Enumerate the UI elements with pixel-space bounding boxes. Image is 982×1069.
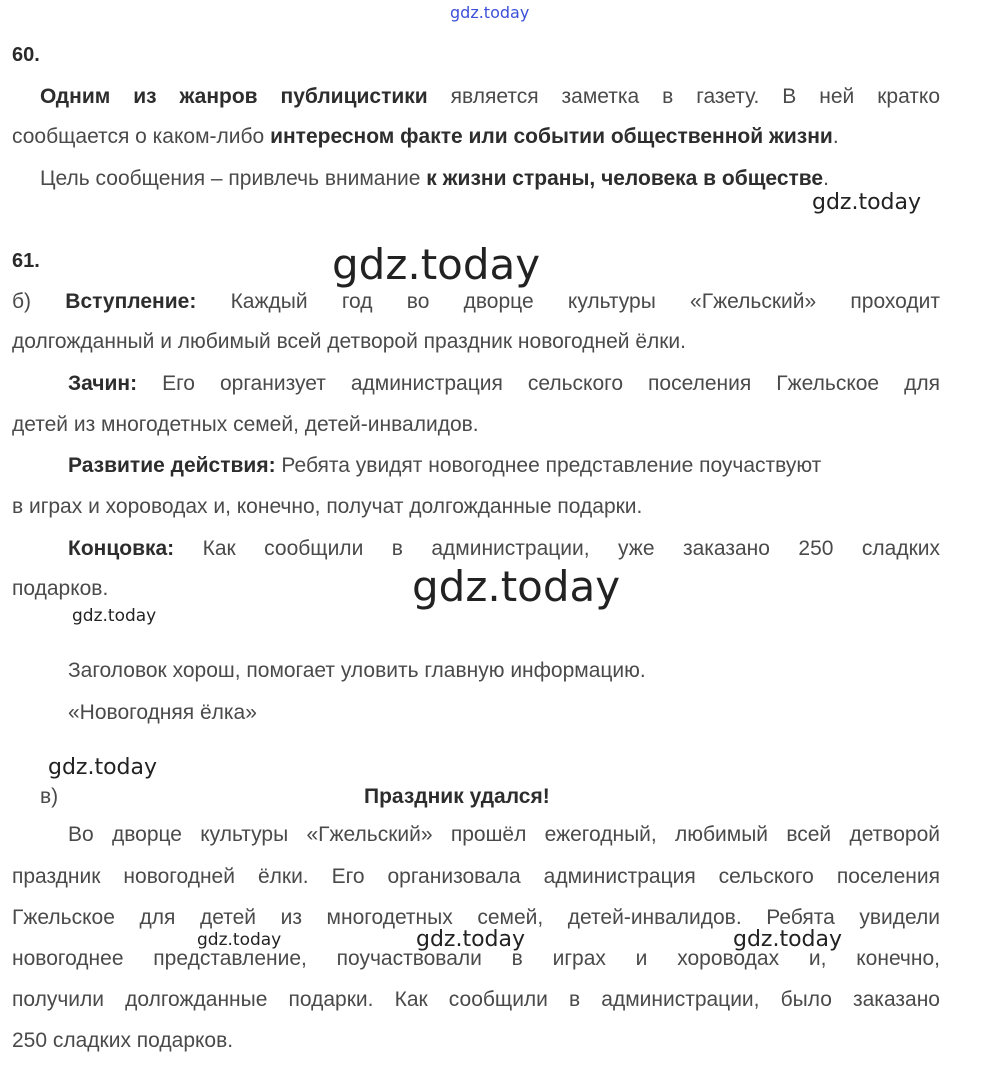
start-text: Его организует администрация сельского поселения Гжельское для [137, 372, 940, 395]
intro-line-2: долгожданный и любимый всей детворой праздник новогодней ёлки. [12, 330, 686, 353]
ex60-text-2: сообщается о каком-либо [12, 125, 271, 148]
article-title: Праздник удался! [364, 785, 550, 808]
watermark-6: gdz.today [197, 930, 282, 950]
exercise-number-60: 60. [12, 44, 40, 66]
b-prefix: б) [12, 290, 66, 313]
article-line-5: получили долгожданные подарки. Как сообщили в администрации, было заказано [12, 988, 940, 1011]
headline-note: Заголовок хорош, помогает уловить главную информацию. [68, 659, 646, 682]
article-line-1: Во дворце культуры «Гжельский» прошёл ежегодный, любимый всей детворой [68, 823, 940, 846]
ex60-bold-1: Одним из жанров публицистики [40, 85, 428, 108]
article-line-2: праздник новогодней ёлки. Его организовала администрация сельского поселения [12, 865, 940, 888]
watermark-1: gdz.today [812, 190, 922, 215]
watermark-2: gdz.today [332, 240, 541, 289]
end-text: Как сообщили в администрации, уже заказано 250 сладких [174, 537, 940, 560]
end-label: Концовка: [68, 537, 175, 560]
dev-line-1 [68, 455, 821, 476]
intro-text: Каждый год во дворце культуры «Гжельский» проходит [196, 290, 940, 313]
exercise-number-61: 61. [12, 250, 40, 272]
start-line-2: детей из многодетных семей, детей-инвалидов. [12, 413, 479, 436]
watermark-3: gdz.today [412, 562, 621, 611]
watermark-7: gdz.today [416, 927, 526, 952]
ex60-bold-3: к жизни страны, человека в обществе [426, 167, 824, 190]
ex60-end-2: . [832, 125, 839, 148]
dev-text: Ребята увидят новогоднее представление поучаствуют [275, 454, 822, 477]
ex60-line-3 [40, 168, 829, 189]
intro-line-1 [12, 291, 940, 312]
ex60-end-3: . [823, 167, 829, 190]
watermark-4: gdz.today [72, 606, 157, 626]
start-label: Зачин: [68, 372, 138, 395]
article-line-4: новогоднее представление, поучаствовали в играх и хороводах и, конечно, [12, 947, 940, 970]
ex60-line-2 [12, 126, 839, 147]
watermark-top: gdz.today [450, 3, 530, 22]
watermark-5: gdz.today [48, 755, 158, 780]
end-line-2: подарков. [12, 577, 109, 600]
watermark-8: gdz.today [733, 927, 843, 952]
ex60-bold-2: интересном факте или событии общественной жизни [270, 125, 833, 148]
ex60-text-3: Цель сообщения – привлечь внимание [40, 167, 427, 190]
end-line-1 [68, 538, 940, 559]
start-line-1 [68, 373, 940, 394]
article-line-3: Гжельское для детей из многодетных семей, детей-инвалидов. Ребята увидели [12, 906, 940, 929]
article-line-6: 250 сладких подарков. [12, 1029, 234, 1052]
alt-title: «Новогодняя ёлка» [68, 701, 257, 724]
ex60-text-1: является заметка в газету. В ней кратко [427, 85, 941, 108]
v-prefix: в) [40, 785, 59, 808]
dev-label: Развитие действия: [68, 454, 276, 477]
intro-label: Вступление: [65, 290, 197, 313]
dev-line-2: в играх и хороводах и, конечно, получат долгожданные подарки. [12, 495, 643, 518]
ex60-line-1 [40, 86, 940, 107]
